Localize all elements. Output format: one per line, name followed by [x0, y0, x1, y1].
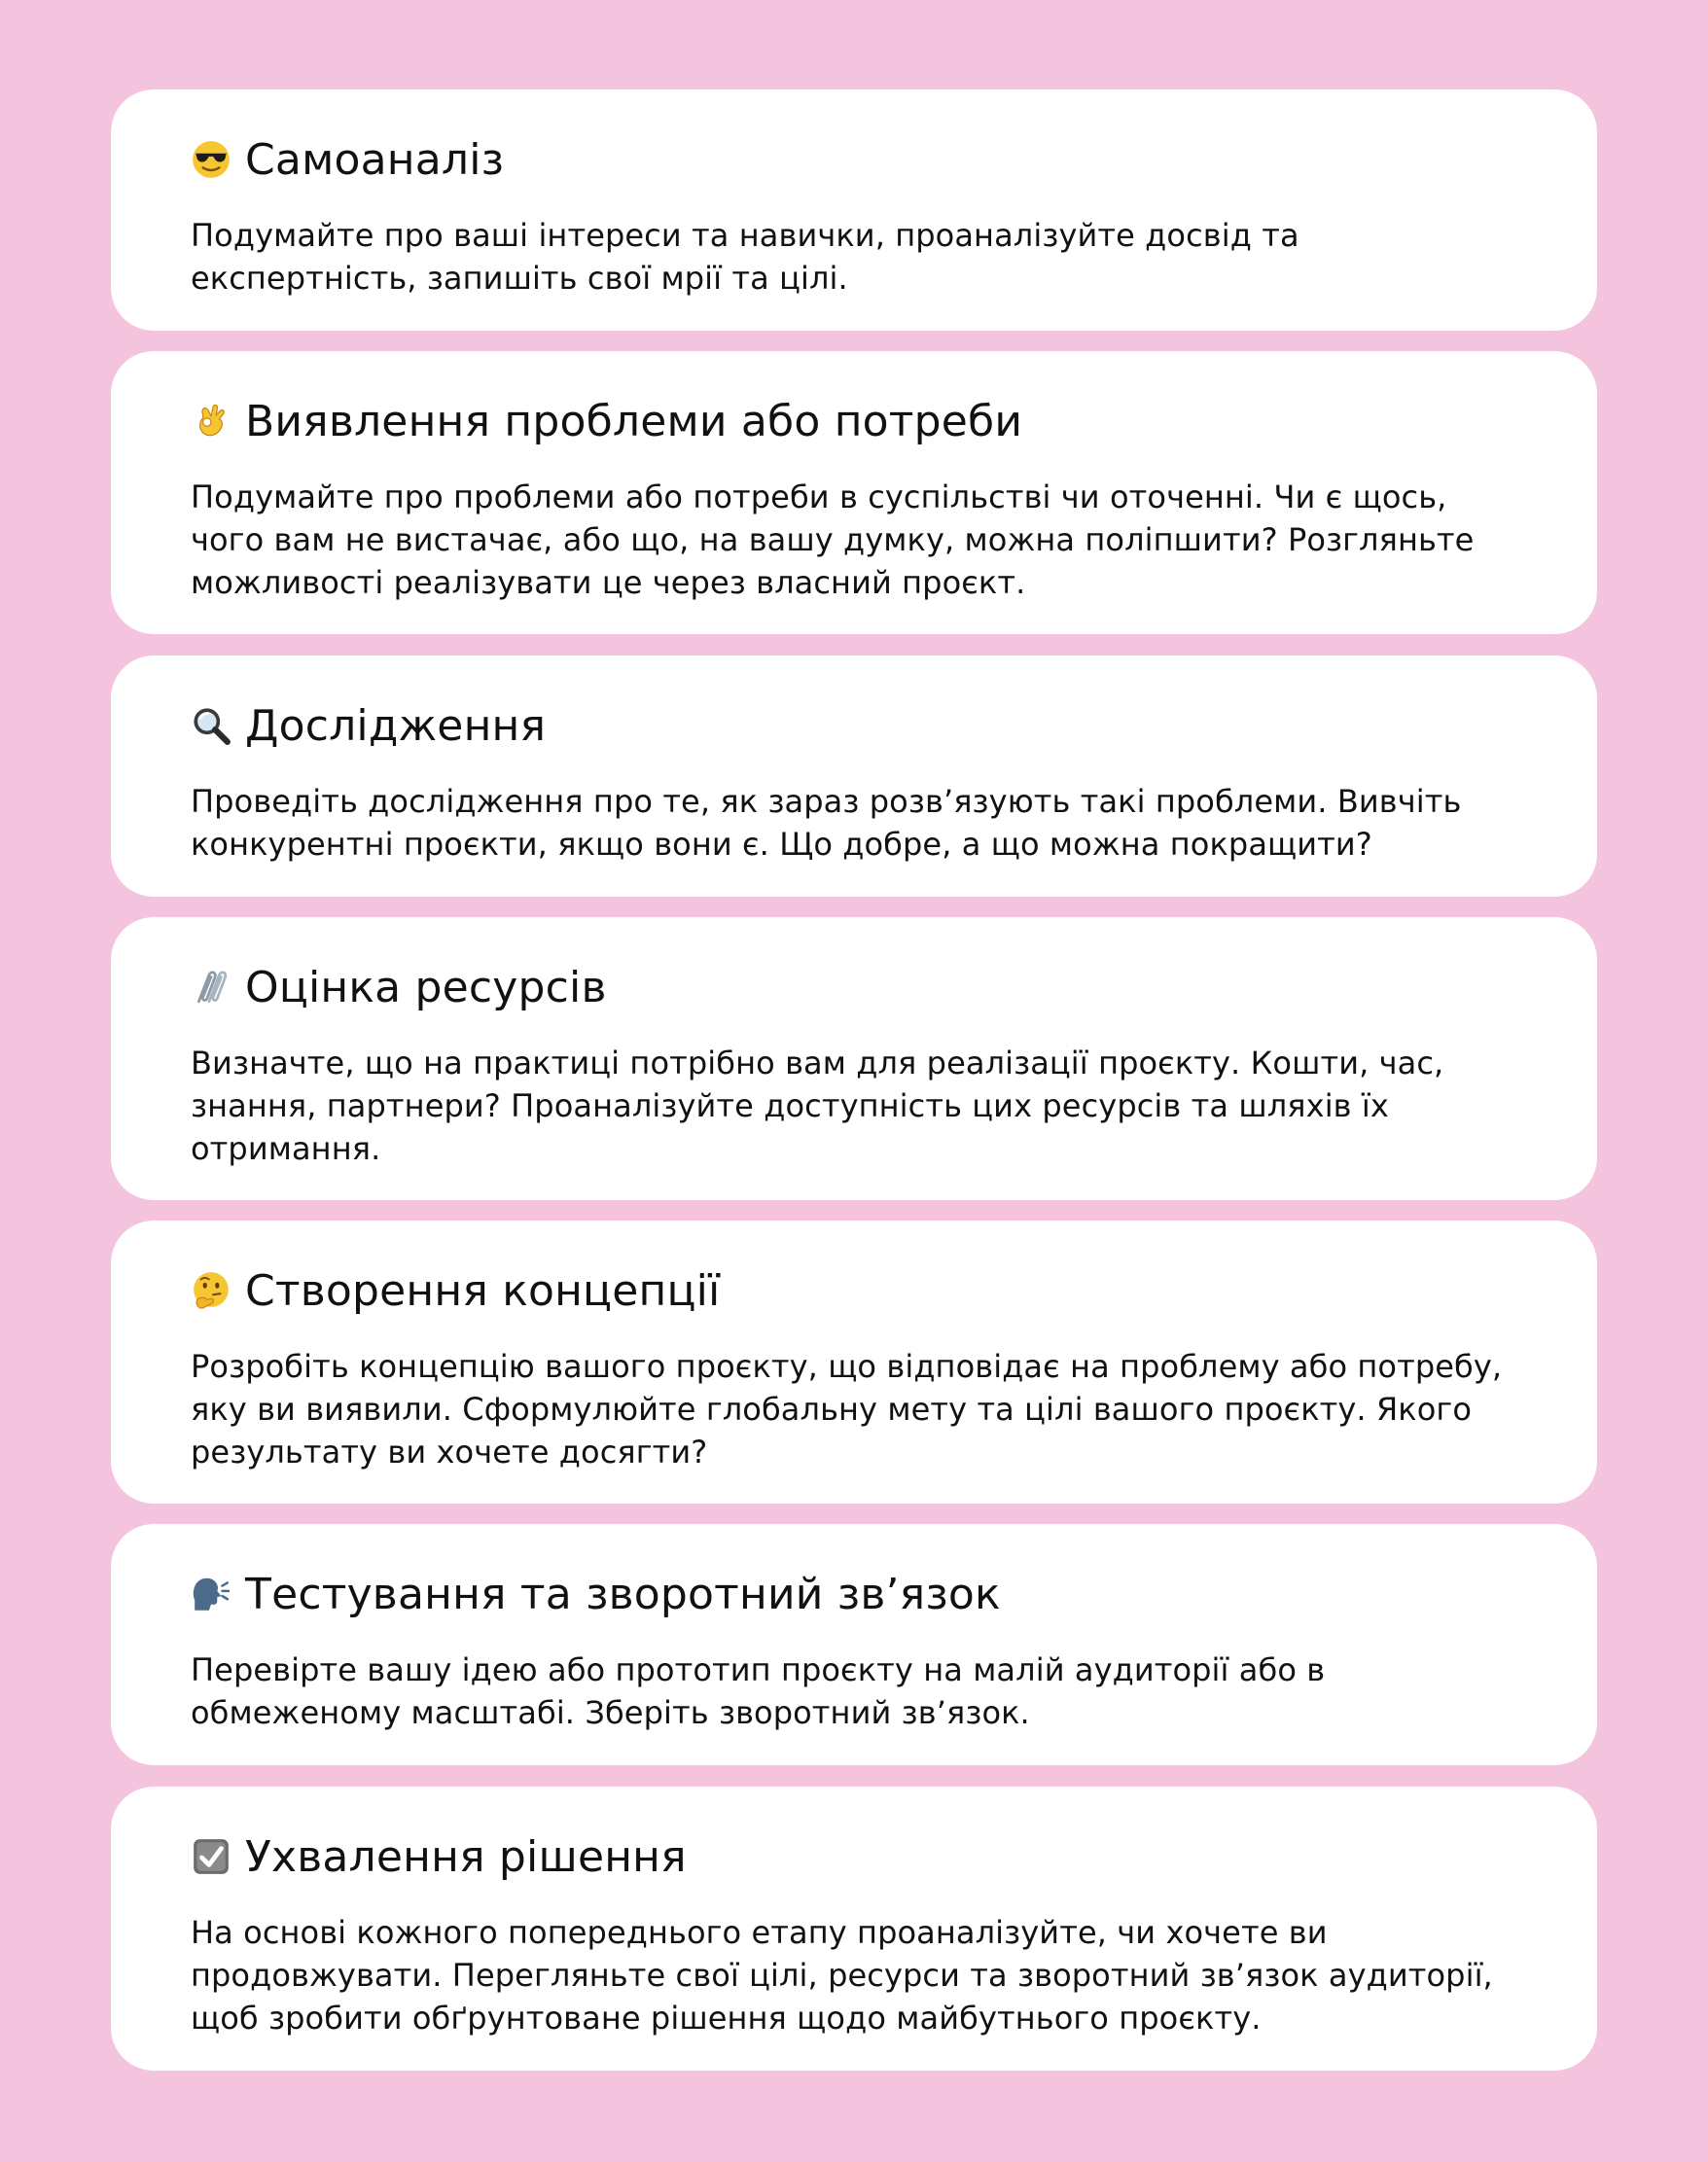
step-title: Створення концепції	[245, 1265, 721, 1316]
speaking-head-icon	[191, 1574, 231, 1614]
step-card-decision-making	[111, 1787, 1597, 2071]
step-description: Перевірте вашу ідею або прототип проєкту на малій аудиторії або в обмеженому масштабі. Зберіть зворотний зв’язок.	[191, 1651, 1326, 1731]
step-title: Дослідження	[245, 700, 547, 751]
step-title: Тестування та зворотний зв’язок	[245, 1569, 1001, 1619]
step-card-research	[111, 656, 1597, 897]
step-card-testing-feedback	[111, 1524, 1597, 1765]
step-title: Ухвалення рішення	[245, 1831, 687, 1882]
step-description: На основі кожного попереднього етапу проаналізуйте, чи хочете ви продовжувати. Перегляньте свої цілі, ресурси та зворотний зв’язок аудиторії, щоб зробити обґрунтоване рішення щодо майбутнього проєкту.	[191, 1914, 1493, 2037]
step-title-row	[191, 960, 1519, 1014]
step-title-row	[191, 132, 1519, 187]
step-title-row	[191, 1567, 1519, 1621]
step-title-row	[191, 1829, 1519, 1884]
step-title: Виявлення проблеми або потреби	[245, 396, 1023, 446]
step-description: Визначте, що на практиці потрібно вам для реалізації проєкту. Кошти, час, знання, партнери? Проаналізуйте доступність цих ресурсів та шляхів їх отримання.	[191, 1045, 1444, 1167]
step-card-concept-creation	[111, 1221, 1597, 1504]
step-card-self-analysis	[111, 89, 1597, 331]
step-title: Оцінка ресурсів	[245, 962, 607, 1012]
step-card-problem-identification	[111, 351, 1597, 634]
paperclips-icon	[191, 967, 231, 1008]
step-description: Проведіть дослідження про те, як зараз розв’язують такі проблеми. Вивчіть конкурентні проєкти, якщо вони є. Що добре, а що можна покращити?	[191, 783, 1462, 863]
step-description: Розробіть концепцію вашого проєкту, що відповідає на проблему або потребу, яку ви виявили. Сформулюйте глобальну мету та цілі вашого проєкту. Якого результату ви хочете досягти?	[191, 1348, 1503, 1471]
step-title-row	[191, 698, 1519, 753]
check-box-icon	[191, 1836, 231, 1877]
step-description: Подумайте про ваші інтереси та навички, проаналізуйте досвід та експертність, запишіть свої мрії та цілі.	[191, 217, 1299, 297]
thinking-face-icon	[191, 1270, 231, 1311]
step-title-row	[191, 394, 1519, 448]
step-description: Подумайте про проблеми або потреби в суспільстві чи оточенні. Чи є щось, чого вам не вистачає, або що, на вашу думку, можна поліпшити? Розгляньте можливості реалізувати це через власний проєкт.	[191, 478, 1475, 601]
ok-hand-icon	[191, 401, 231, 442]
sunglasses-face-icon	[191, 139, 231, 180]
magnifying-glass-icon	[191, 705, 231, 746]
step-title-row	[191, 1263, 1519, 1318]
step-card-resource-assessment	[111, 917, 1597, 1200]
step-title: Самоаналіз	[245, 134, 505, 185]
